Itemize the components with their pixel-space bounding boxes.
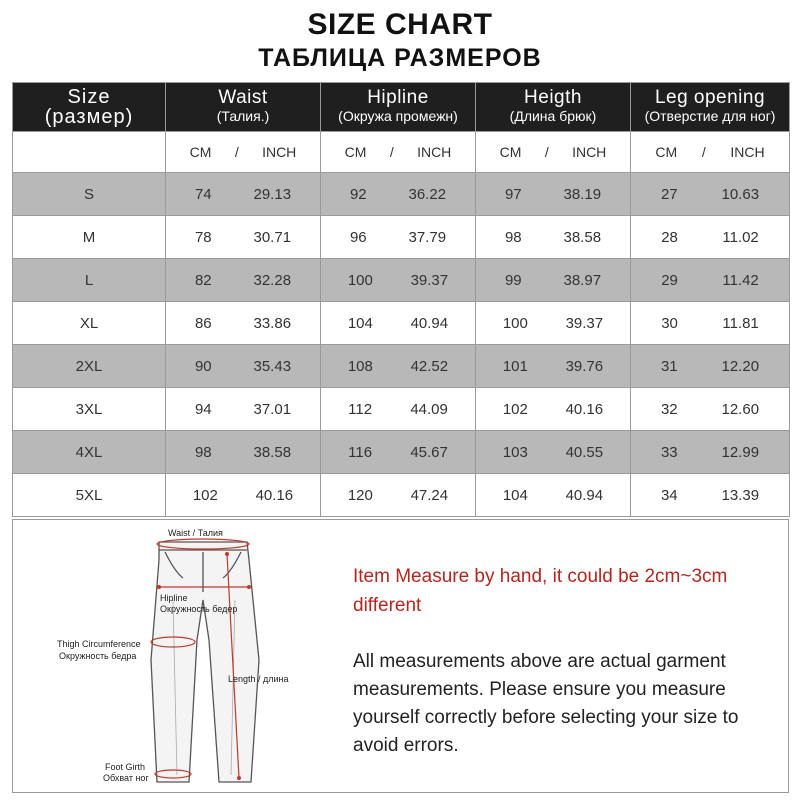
- hip-inch: 39.37: [410, 271, 449, 289]
- cell-size: L: [13, 259, 166, 302]
- length-cm: 103: [502, 443, 528, 461]
- unit-inch: INCH: [262, 144, 297, 160]
- label-foot-en: Foot Girth: [105, 762, 146, 772]
- page-subtitle: ТАБЛИЦА РАЗМЕРОВ: [258, 44, 542, 72]
- waist-cm: 74: [194, 185, 212, 203]
- cell-size: 4XL: [13, 431, 166, 474]
- unit-cell-hipline: [321, 132, 476, 173]
- hip-inch: 47.24: [410, 486, 449, 504]
- leg-cm: 30: [661, 314, 678, 332]
- waist-cm: 102: [192, 486, 218, 504]
- unit-inch: INCH: [417, 144, 452, 160]
- waist-inch: 35.43: [253, 357, 292, 375]
- leg-cm: 29: [661, 271, 678, 289]
- unit-cm: CM: [189, 144, 212, 160]
- label-hipline-ru: Окружность бедер: [160, 604, 238, 614]
- unit-slash: /: [234, 144, 239, 160]
- label-foot-ru: Обхват ног: [103, 773, 149, 783]
- leg-cm: 31: [660, 357, 678, 375]
- unit-slash: /: [701, 144, 706, 160]
- cell-size: 2XL: [13, 345, 166, 388]
- waist-cm: 98: [194, 443, 212, 461]
- cell-hipline: [321, 474, 476, 517]
- header-waist-sub: (Талия.): [216, 108, 270, 124]
- page-title: SIZE CHART: [307, 8, 493, 41]
- table-row: [13, 474, 790, 517]
- cell-hipline: [321, 259, 476, 302]
- table-row: [13, 173, 790, 216]
- unit-cell-leg: [631, 132, 790, 173]
- hip-cm: 92: [349, 185, 367, 203]
- label-thigh-ru: Окружность бедра: [59, 651, 137, 661]
- waist-inch: 37.01: [253, 400, 292, 418]
- leg-inch: 12.99: [721, 443, 760, 461]
- header-heigth-sub: (Длина брюк): [509, 108, 597, 124]
- leg-cm: 27: [660, 185, 678, 203]
- cell-leg: [631, 302, 790, 345]
- header-size: [13, 83, 166, 132]
- leg-inch: 11.81: [722, 314, 759, 332]
- unit-slash: /: [389, 144, 394, 160]
- length-inch: 38.97: [563, 271, 602, 289]
- length-inch: 40.55: [565, 443, 604, 461]
- length-cm: 102: [502, 400, 528, 418]
- unit-inch: INCH: [730, 144, 765, 160]
- length-cm: 101: [502, 357, 528, 375]
- header-size-sub: (размер): [44, 106, 134, 128]
- cell-waist: [166, 474, 321, 517]
- waist-inch: 33.86: [253, 314, 292, 332]
- unit-cm: CM: [655, 144, 678, 160]
- cell-size: 5XL: [13, 474, 166, 517]
- measure-note: Item Measure by hand, it could be 2cm~3cm different: [353, 566, 728, 616]
- cell-leg: [631, 431, 790, 474]
- length-inch: 39.76: [565, 357, 604, 375]
- cell-leg: [631, 173, 790, 216]
- hip-inch: 45.67: [410, 443, 448, 461]
- cell-waist: [166, 259, 321, 302]
- hip-inch: 36.22: [408, 185, 447, 203]
- leg-cm: 33: [660, 443, 678, 461]
- header-waist: [166, 83, 321, 132]
- cell-heigth: [476, 388, 631, 431]
- cell-hipline: [321, 173, 476, 216]
- cell-size: XL: [13, 302, 166, 345]
- hip-inch: 44.09: [410, 400, 448, 418]
- hip-inch: 42.52: [410, 357, 449, 375]
- waist-inch: 29.13: [253, 185, 292, 203]
- leg-inch: 11.42: [722, 271, 759, 289]
- cell-leg: [631, 259, 790, 302]
- pants-measure-diagram: [13, 520, 343, 792]
- hip-cm: 116: [348, 443, 373, 461]
- length-cm: 100: [502, 314, 528, 332]
- cell-heigth: [476, 173, 631, 216]
- cell-waist: [166, 388, 321, 431]
- hip-inch: 37.79: [408, 228, 447, 246]
- accuracy-note: All measurements above are actual garment measurements. Please ensure you measure yourself correctly before selecting your size to avoid errors.: [353, 651, 739, 756]
- measurement-info-panel: [12, 519, 789, 793]
- length-cm: 98: [504, 228, 522, 246]
- leg-cm: 34: [660, 486, 678, 504]
- table-header-row: [13, 83, 790, 132]
- header-hipline: [321, 83, 476, 132]
- hip-cm: 120: [347, 486, 373, 504]
- leg-inch: 12.60: [721, 400, 760, 418]
- label-thigh-en: Thigh Circumference: [57, 639, 141, 649]
- cell-hipline: [321, 216, 476, 259]
- unit-slash: /: [544, 144, 549, 160]
- waist-cm: 82: [194, 271, 212, 289]
- table-row: [13, 216, 790, 259]
- hip-cm: 108: [347, 357, 373, 375]
- cell-leg: [631, 388, 790, 431]
- header-hipline-sub: (Окружа промежн): [338, 108, 458, 124]
- header-size-main: Size: [67, 86, 111, 108]
- hip-cm: 104: [347, 314, 373, 332]
- label-length: Length / длина: [228, 674, 289, 684]
- size-table: [12, 82, 790, 517]
- cell-waist: [166, 345, 321, 388]
- unit-cell-empty: [13, 132, 166, 173]
- leg-inch: 11.02: [722, 228, 759, 246]
- table-row: [13, 388, 790, 431]
- hip-cm: 112: [348, 400, 373, 418]
- cell-leg: [631, 345, 790, 388]
- label-hipline-en: Hipline: [160, 593, 188, 603]
- label-waist: Waist / Талия: [168, 528, 223, 538]
- cell-heigth: [476, 345, 631, 388]
- cell-size: S: [13, 173, 166, 216]
- table-row: [13, 431, 790, 474]
- waist-cm: 90: [194, 357, 212, 375]
- length-cm: 104: [502, 486, 528, 504]
- unit-cm: CM: [499, 144, 522, 160]
- header-heigth: [476, 83, 631, 132]
- cell-hipline: [321, 345, 476, 388]
- cell-heigth: [476, 216, 631, 259]
- header-leg-opening: [631, 83, 790, 132]
- table-row: [13, 302, 790, 345]
- pants-outline: [151, 542, 259, 782]
- length-inch: 39.37: [565, 314, 604, 332]
- waist-cm: 86: [194, 314, 212, 332]
- waist-cm: 78: [194, 228, 212, 246]
- cell-heigth: [476, 474, 631, 517]
- leg-inch: 13.39: [721, 486, 760, 504]
- unit-cm: CM: [344, 144, 367, 160]
- waist-inch: 40.16: [255, 486, 294, 504]
- cell-size: 3XL: [13, 388, 166, 431]
- cell-size: M: [13, 216, 166, 259]
- unit-cell-waist: [166, 132, 321, 173]
- waist-cm: 94: [194, 400, 212, 418]
- leg-inch: 12.20: [721, 357, 760, 375]
- waist-inch: 30.71: [253, 228, 292, 246]
- leg-inch: 10.63: [721, 185, 760, 203]
- table-row: [13, 259, 790, 302]
- header-hipline-main: Hipline: [367, 87, 429, 108]
- leg-cm: 28: [661, 228, 678, 246]
- leg-cm: 32: [660, 400, 678, 418]
- cell-leg: [631, 216, 790, 259]
- unit-row: [13, 132, 790, 173]
- length-cm: 99: [504, 271, 522, 289]
- hip-inch: 40.94: [410, 314, 449, 332]
- waist-inch: 38.58: [253, 443, 292, 461]
- cell-leg: [631, 474, 790, 517]
- cell-waist: [166, 431, 321, 474]
- header-leg-main: Leg opening: [654, 87, 766, 108]
- header-waist-main: Waist: [218, 87, 268, 108]
- length-inch: 38.19: [563, 185, 602, 203]
- cell-heigth: [476, 259, 631, 302]
- cell-heigth: [476, 431, 631, 474]
- unit-cell-heigth: [476, 132, 631, 173]
- length-cm: 97: [504, 185, 522, 203]
- cell-waist: [166, 302, 321, 345]
- cell-hipline: [321, 431, 476, 474]
- length-inch: 40.94: [565, 486, 604, 504]
- cell-hipline: [321, 302, 476, 345]
- header-heigth-main: Heigth: [524, 87, 582, 108]
- cell-waist: [166, 216, 321, 259]
- cell-waist: [166, 173, 321, 216]
- table-row: [13, 345, 790, 388]
- cell-heigth: [476, 302, 631, 345]
- hip-cm: 96: [349, 228, 367, 246]
- header-leg-sub: (Отверстие для ног): [644, 108, 776, 124]
- length-inch: 40.16: [565, 400, 604, 418]
- hip-cm: 100: [347, 271, 373, 289]
- length-inch: 38.58: [563, 228, 602, 246]
- cell-hipline: [321, 388, 476, 431]
- waist-inch: 32.28: [253, 271, 292, 289]
- unit-inch: INCH: [572, 144, 607, 160]
